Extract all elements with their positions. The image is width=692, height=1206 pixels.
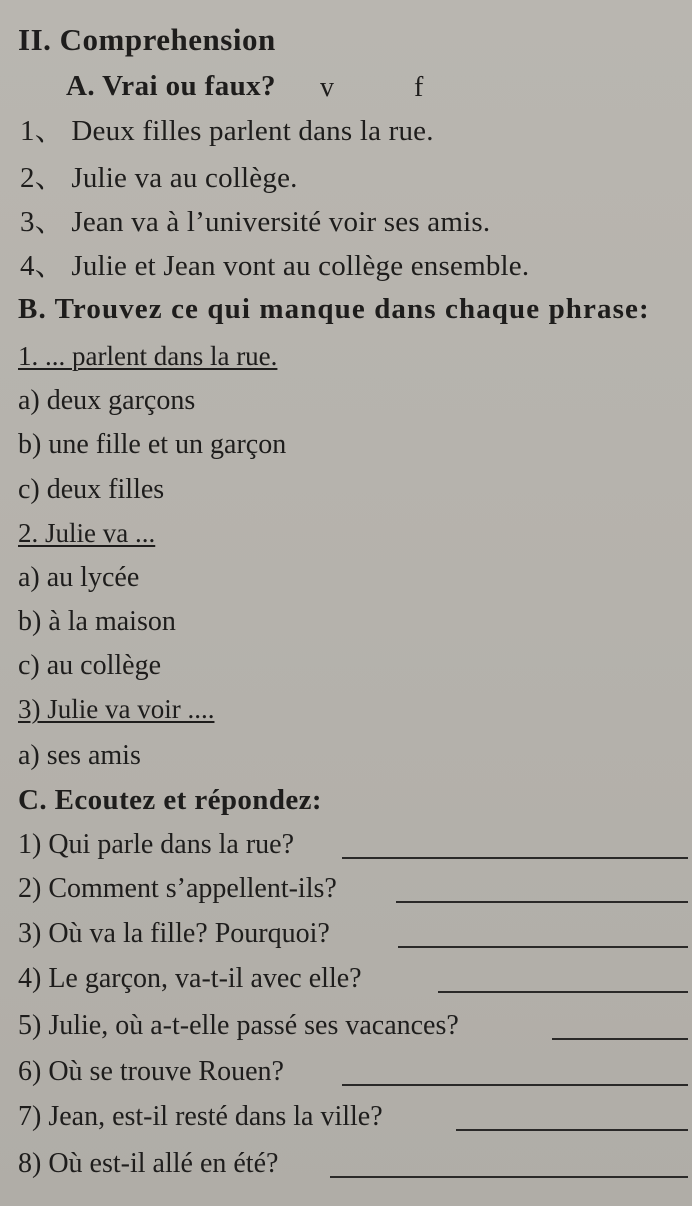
item-1-option-b: b) une fille et un garçon xyxy=(18,429,287,460)
question-6: 6) Où se trouve Rouen? xyxy=(18,1056,284,1087)
statement-1: 1、 Deux filles parlent dans la rue. xyxy=(20,115,434,147)
question-5: 5) Julie, où a-t-elle passé ses vacances? xyxy=(18,1010,459,1041)
item-2-option-c: c) au collège xyxy=(18,650,162,681)
question-1: 1) Qui parle dans la rue? xyxy=(18,829,294,860)
answer-line-3[interactable] xyxy=(398,946,688,948)
section-a-title: A. Vrai ou faux? xyxy=(66,70,276,102)
item-2-option-a: a) au lycée xyxy=(18,562,140,593)
question-4: 4) Le garçon, va-t-il avec elle? xyxy=(18,963,362,994)
vrai-column-label: v xyxy=(320,72,334,103)
answer-line-6[interactable] xyxy=(342,1084,688,1086)
answer-line-4[interactable] xyxy=(438,991,688,993)
section-c-title: C. Ecoutez et répondez: xyxy=(18,784,322,816)
page-heading: II. Comprehension xyxy=(18,22,276,57)
question-8: 8) Où est-il allé en été? xyxy=(18,1148,279,1179)
statement-3: 3、 Jean va à l’université voir ses amis. xyxy=(20,206,491,238)
section-b-title: B. Trouvez ce qui manque dans chaque phrase: xyxy=(18,293,650,325)
question-7: 7) Jean, est-il resté dans la ville? xyxy=(18,1101,383,1132)
answer-line-8[interactable] xyxy=(330,1176,688,1178)
answer-line-5[interactable] xyxy=(552,1038,688,1040)
faux-column-label: f xyxy=(414,72,424,103)
statement-2: 2、 Julie va au collège. xyxy=(20,162,298,194)
item-3-stem: 3) Julie va voir .... xyxy=(18,694,215,724)
answer-line-7[interactable] xyxy=(456,1129,688,1131)
item-1-option-a: a) deux garçons xyxy=(18,385,196,416)
answer-line-1[interactable] xyxy=(342,857,688,859)
item-1-stem: 1. ... parlent dans la rue. xyxy=(18,341,278,371)
item-1-option-c: c) deux filles xyxy=(18,474,165,505)
question-3: 3) Où va la fille? Pourquoi? xyxy=(18,918,330,949)
statement-4: 4、 Julie et Jean vont au collège ensemble. xyxy=(20,250,530,282)
answer-line-2[interactable] xyxy=(396,901,688,903)
item-2-stem: 2. Julie va ... xyxy=(18,518,156,548)
item-3-option-a: a) ses amis xyxy=(18,740,141,771)
question-2: 2) Comment s’appellent-ils? xyxy=(18,873,337,904)
item-2-option-b: b) à la maison xyxy=(18,606,176,637)
